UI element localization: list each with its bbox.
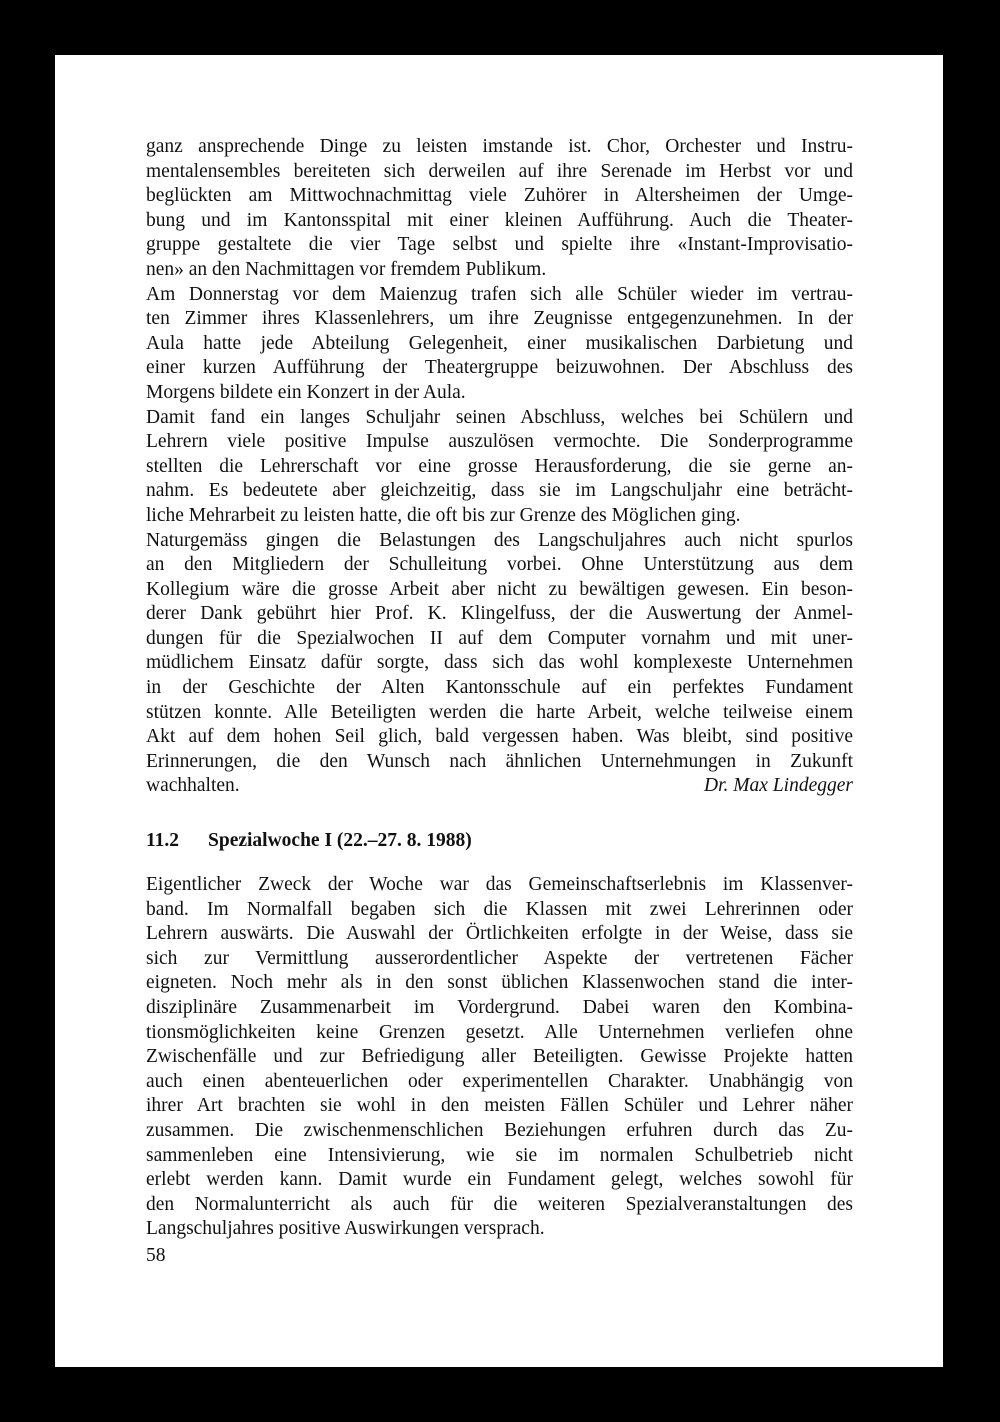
text-line: nen» an den Nachmittagen vor fremdem Publikum. xyxy=(146,258,547,280)
text-line: Damit fand ein langes Schuljahr seinen Abschluss, welches bei Schülern und xyxy=(146,406,853,428)
section-title: Spezialwoche I (22.–27. 8. 1988) xyxy=(208,830,472,851)
text-line: zusammen. Die zwischenmenschlichen Beziehungen erfuhren durch das Zu- xyxy=(146,1119,853,1141)
document-page xyxy=(55,55,943,1367)
text-line: Zwischenfälle und zur Befriedigung aller Beteiligten. Gewisse Projekte hatten xyxy=(146,1046,853,1068)
text-line: eigneten. Noch mehr als in den sonst üblichen Klassenwochen stand die inter- xyxy=(146,972,853,994)
text-line: ten Zimmer ihres Klassenlehrers, um ihre Zeugnisse entgegenzunehmen. In der xyxy=(146,308,853,330)
text-line: stellten die Lehrerschaft vor eine grosse Herausforderung, die sie gerne an- xyxy=(146,455,853,477)
section-1-body xyxy=(146,135,853,799)
text-line: bung und im Kantonsspital mit einer kleinen Aufführung. Auch die Theater- xyxy=(146,209,853,231)
text-line: sammenleben eine Intensivierung, wie sie im normalen Schulbetrieb nicht xyxy=(146,1144,853,1166)
section-2-body xyxy=(146,873,853,1242)
text-line: mentalensembles bereiteten sich derweilen auf ihre Serenade im Herbst vor und xyxy=(146,160,853,182)
text-line: in der Geschichte der Alten Kantonsschule auf ein perfektes Fundament xyxy=(146,677,853,699)
text-line: stützen konnte. Alle Beteiligten werden die harte Arbeit, welche teilweise einem xyxy=(146,701,853,723)
text-line: Lehrern auswärts. Die Auswahl der Örtlichkeiten erfolgte in der Weise, dass sie xyxy=(146,923,853,945)
text-line: Erinnerungen, die den Wunsch nach ähnlichen Unternehmungen in Zukunft xyxy=(146,750,853,772)
text-line: Akt auf dem hohen Seil glich, bald vergessen haben. Was bleibt, sind positive xyxy=(146,726,853,748)
text-line: den Normalunterricht als auch für die weiteren Spezialveranstaltungen des xyxy=(146,1193,853,1215)
author-signature: Dr. Max Lindegger xyxy=(704,775,853,797)
text-line: band. Im Normalfall begaben sich die Klassen mit zwei Lehrerinnen oder xyxy=(146,898,853,920)
text-line: ihrer Art brachten sie wohl in den meisten Fällen Schüler und Lehrer näher xyxy=(146,1095,853,1117)
text-line: auch einen abenteuerlichen oder experimentellen Charakter. Unabhängig von xyxy=(146,1070,853,1092)
text-line: beglückten am Mittwochnachmittag viele Zuhörer in Altersheimen der Umge- xyxy=(146,185,853,207)
text-line: derer Dank gebührt hier Prof. K. Klingelfuss, der die Auswertung der Anmel- xyxy=(146,603,853,625)
text-line: an den Mitgliedern der Schulleitung vorbei. Ohne Unterstützung aus dem xyxy=(146,554,853,576)
text-line: wachhalten. xyxy=(146,775,240,797)
signature-line xyxy=(146,774,853,799)
section-number: 11.2 xyxy=(146,830,180,851)
text-line: erlebt werden kann. Damit wurde ein Fundament gelegt, welches sowohl für xyxy=(146,1169,853,1191)
text-line: nahm. Es bedeutete aber gleichzeitig, dass sie im Langschuljahr eine beträcht- xyxy=(146,480,853,502)
text-line: Am Donnerstag vor dem Maienzug trafen sich alle Schüler wieder im vertrau- xyxy=(146,283,853,305)
text-line: Eigentlicher Zweck der Woche war das Gemeinschaftserlebnis im Klassenver- xyxy=(146,874,853,895)
text-line: Kollegium wäre die grosse Arbeit aber nicht zu bewältigen gewesen. Ein beson- xyxy=(146,578,853,600)
text-line: gruppe gestaltete die vier Tage selbst und spielte ihre «Instant-Improvisatio- xyxy=(146,234,853,256)
text-line: Aula hatte jede Abteilung Gelegenheit, einer musikalischen Darbietung und xyxy=(146,332,853,354)
page-number: 58 xyxy=(146,1245,166,1266)
text-line: ganz ansprechende Dinge zu leisten imstande ist. Chor, Orchester und Instru- xyxy=(146,136,853,157)
text-line: sich zur Vermittlung ausserordentlicher Aspekte der vertretenen Fächer xyxy=(146,947,853,969)
text-line: müdlichem Einsatz dafür sorgte, dass sich das wohl komplexeste Unternehmen xyxy=(146,652,853,674)
section-heading xyxy=(146,830,853,852)
text-line: einer kurzen Aufführung der Theatergruppe beizuwohnen. Der Abschluss des xyxy=(146,357,853,379)
text-line: Morgens bildete ein Konzert in der Aula. xyxy=(146,381,466,403)
text-line: Langschuljahres positive Auswirkungen versprach. xyxy=(146,1218,545,1240)
text-line: disziplinäre Zusammenarbeit im Vordergrund. Dabei waren den Kombina- xyxy=(146,996,853,1018)
text-line: Naturgemäss gingen die Belastungen des Langschuljahres auch nicht spurlos xyxy=(146,529,853,551)
text-line: liche Mehrarbeit zu leisten hatte, die oft bis zur Grenze des Möglichen ging. xyxy=(146,504,741,526)
text-line: tionsmöglichkeiten keine Grenzen gesetzt. Alle Unternehmen verliefen ohne xyxy=(146,1021,853,1043)
text-line: dungen für die Spezialwochen II auf dem Computer vornahm und mit uner- xyxy=(146,627,853,649)
text-line: Lehrern viele positive Impulse auszulösen vermochte. Die Sonderprogramme xyxy=(146,431,853,453)
